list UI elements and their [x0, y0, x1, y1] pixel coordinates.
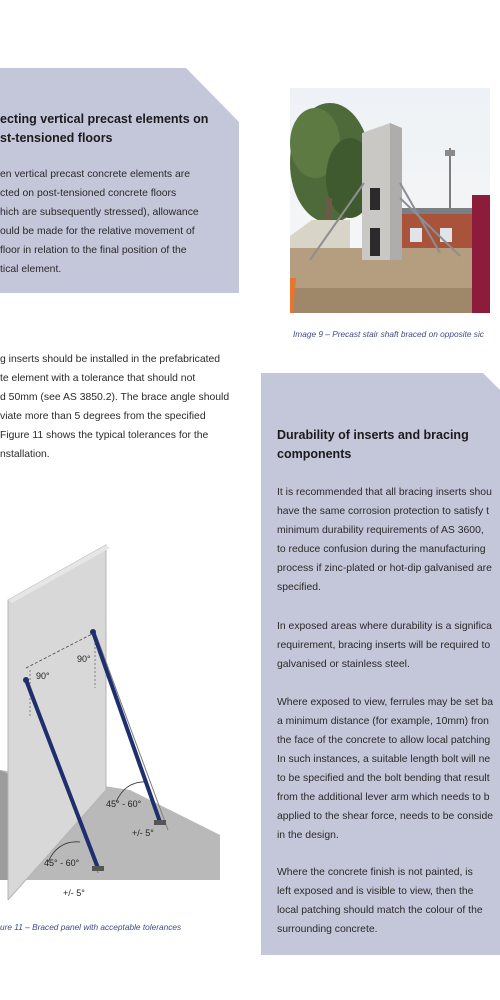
- durability-paragraph-1: It is recommended that all bracing inserts shou have the same corrosion protection to satisfy t minimum durability requirements of AS 3600, to reduce confusion during the manufacturing process if zinc-plated or hot-dip galvanised are specified.: [277, 487, 492, 593]
- angle-range-label-left: 45° - 60°: [44, 858, 80, 868]
- tolerance-label-right: +/- 5°: [132, 828, 154, 838]
- angle-range-label-right: 45° - 60°: [106, 799, 142, 809]
- section-body-vertical-elements: en vertical precast concrete elements are cted on post-tensioned concrete floors hich are subsequently stressed), allowance ould be made for the relative movement of floor in relation to the final position of the tical element.: [0, 169, 199, 275]
- braced-panel-figure: [0, 540, 230, 900]
- bracing-inserts-paragraph: g inserts should be installed in the prefabricated te element with a tolerance that should not d 50mm (see AS 3850.2). The brace angle should viate more than 5 degrees from the specified Figure 11 shows the typical tolerances for the nstallation.: [0, 354, 230, 460]
- durability-heading: Durability of inserts and bracing components: [277, 428, 469, 461]
- stair-shaft-photo: [290, 88, 490, 313]
- durability-paragraph-4: Where the concrete finish is not painted, is left exposed and is visible to view, then the local patching should match the colour of the surrounding concrete.: [277, 867, 483, 935]
- section-heading-vertical-elements: ecting vertical precast elements on st-tensioned floors: [0, 112, 209, 145]
- durability-paragraph-2: In exposed areas where durability is a significa requirement, bracing inserts will be required to galvanised or stainless steel.: [277, 621, 492, 670]
- angle-label-top-right: 90°: [77, 654, 91, 664]
- durability-paragraph-3: Where exposed to view, ferrules may be set ba a minimum distance (for example, 10mm) fron the face of the concrete to allow local patching In such instances, a suitable length bolt will ne to be specified and the bolt bending that result from the additional lever arm which needs to b applied to the shear force, needs to be conside in the design.: [277, 697, 494, 841]
- tolerance-label-left: +/- 5°: [63, 888, 85, 898]
- figure11-caption: ure 11 – Braced panel with acceptable tolerances: [0, 922, 182, 932]
- image9-caption: Image 9 – Precast stair shaft braced on opposite sic: [293, 329, 484, 339]
- angle-label-top-left: 90°: [36, 671, 50, 681]
